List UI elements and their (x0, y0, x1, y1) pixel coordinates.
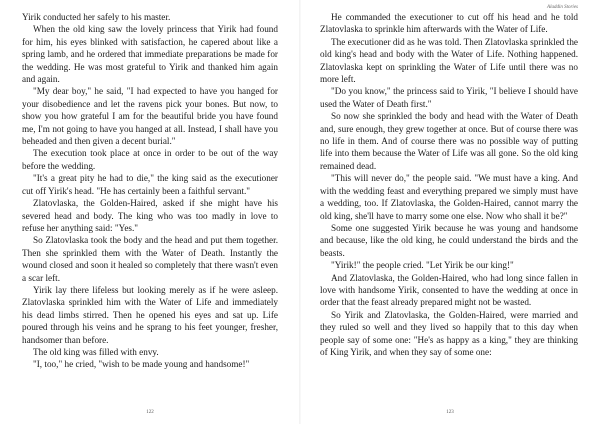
paragraph: "Yirik!" the people cried. "Let Yirik be our king!" (331, 260, 514, 271)
paragraph: Yirik conducted her safely to his master. (22, 12, 171, 22)
left-page-text (22, 11, 278, 371)
paragraph: And Zlatovlaska, the Golden-Haired, who had long since fallen in love with handsome Yirik, consented to have the wedding at once in order that the feast already prepared might not be wasted. (320, 272, 578, 308)
paragraph: The executioner did as he was told. Then Zlatovlaska sprinkled the old king's head and body with the Water of Life. Nothing happened. Zlatovlaska kept on sprinkling the Water of Life until there was no more left. (320, 36, 578, 85)
paragraph: Yirik lay there lifeless but looking merely as if he were asleep. Zlatovlaska sprinkled him with the Water of Life and immediately his dead limbs stirred. Then he opened his eyes and sat up. Life poured through his veins and he sprang to his feet younger, fresher, handsomer than before. (22, 284, 278, 345)
paragraph: "It's a great pity he had to die," the king said as the executioner cut off Yirik's head. "He has certainly been a faithful servant." (22, 173, 278, 196)
paragraph: So Yirik and Zlatovlaska, the Golden-Haired, were married and they ruled so well and they lived so happily that to this day when people say of some one: "He's as happy as a king," they are thinking of King Yirik, and when they say of some one: (320, 309, 578, 357)
paragraph: The execution took place at once in order to be out of the way before the wedding. (22, 148, 278, 171)
right-page (300, 0, 600, 424)
page-number: 122 (146, 410, 154, 415)
paragraph: "This will never do," the people said. "We must have a king. And with the wedding feast and everything prepared we simply must have a wedding, too. If Zlatovlaska, the Golden-Haired, cannot marry the old king, she'll have to marry some one else. Now who shall it be?" (320, 173, 578, 221)
right-page-text (320, 11, 578, 358)
paragraph: When the old king saw the lovely princess that Yirik had found for him, his eyes blinked with satisfaction, he capered about like a spring lamb, and he ordered that immediate preparations be made for the wedding. He was most grateful to Yirik and thanked him again and again. (22, 24, 278, 85)
paragraph: "My dear boy," he said, "I had expected to have you hanged for your disobedience and let the ravens pick your bones. But now, to show you how grateful I am for the beautiful bride you have found me, I'm not going to have you hanged at all. Instead, I shall have you beheaded and then given a decent burial." (22, 86, 278, 147)
paragraph: "I, too," he cried, "wish to be made young and handsome!" (33, 359, 250, 370)
paragraph: The old king was filled with envy. (33, 346, 159, 357)
page-number: 123 (446, 410, 454, 415)
paragraph: Zlatovlaska, the Golden-Haired, asked if she might have his severed head and body. The king who was too madly in love to refuse her anything said: "Yes." (22, 198, 278, 233)
paragraph: So Zlatovlaska took the body and the head and put them together. Then she sprinkled them with the Water of Death. Instantly the wound closed and soon it healed so completely that there wasn't even a scar left. (22, 235, 278, 283)
paragraph: So now she sprinkled the body and head with the Water of Death and, sure enough, they grew together at once. But of course there was no life in them. And of course there was no possible way of putting life into them because the Water of Life was all gone. So the old king remained dead. (320, 111, 578, 171)
paragraph: "Do you know," the princess said to Yirik, "I believe I should have used the Water of Death first." (320, 86, 578, 109)
running-head: Aladdin Stories (547, 5, 578, 10)
paragraph: Some one suggested Yirik because he was young and handsome and because, like the old king, he could understand the birds and the beasts. (320, 222, 578, 258)
paragraph: He commanded the executioner to cut off his head and he told Zlatovlaska to sprinkle him afterwards with the Water of Life. (320, 12, 578, 35)
